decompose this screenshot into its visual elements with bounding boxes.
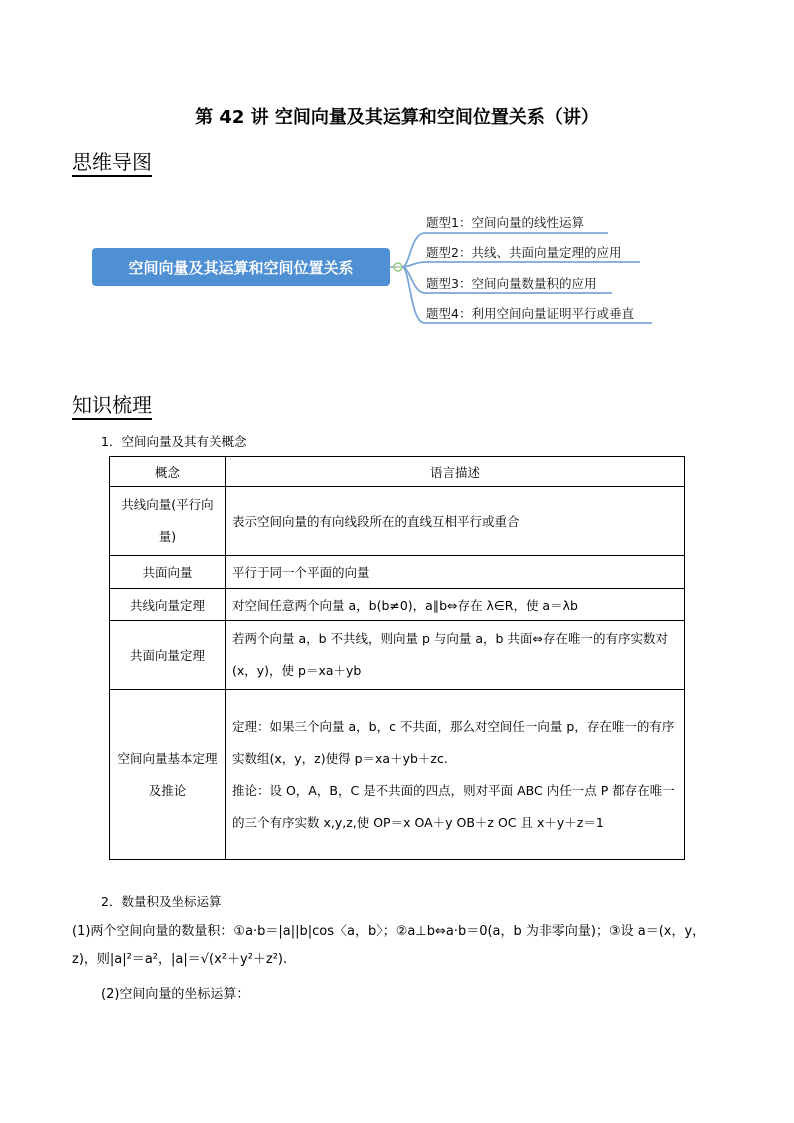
- mindmap-branch-1: 题型1：空间向量的线性运算: [426, 215, 584, 230]
- mindmap-root-label: 空间向量及其运算和空间位置关系: [128, 258, 354, 277]
- subheading-concepts: 1．空间向量及其有关概念: [101, 434, 247, 449]
- table-cell-desc: [226, 690, 685, 860]
- concept-table: [109, 456, 685, 860]
- table-cell-concept: 共线向量定理: [110, 589, 226, 621]
- table-row: [110, 690, 685, 860]
- table-header-desc: 语言描述: [226, 457, 685, 487]
- table-header-concept: 概念: [110, 457, 226, 487]
- paragraph-coordinate-ops: (2)空间向量的坐标运算：: [101, 987, 250, 1002]
- table-header-row: [110, 457, 685, 487]
- table-cell-desc: 表示空间向量的有向线段所在的直线互相平行或重合: [226, 487, 685, 556]
- page-title: 第 42 讲 空间向量及其运算和空间位置关系（讲）: [195, 107, 599, 128]
- table-row: [110, 487, 685, 556]
- table-row: [110, 621, 685, 690]
- section-heading-mindmap: 思维导图: [72, 150, 152, 177]
- table-cell-desc: 平行于同一个平面的向量: [226, 556, 685, 589]
- corollary-text: 推论：设 O，A，B，C 是不共面的四点，则对平面 ABC 内任一点 P 都存在唯一的三个有序实数 x,y,z,使 OP＝x OA＋y OB＋z OC 且 x＋y＋z＝1: [232, 782, 675, 830]
- theorem-text: 定理：如果三个向量 a，b，c 不共面，那么对空间任一向量 p，存在唯一的有序实数组(x，y，z)使得 p＝xa＋yb＋zc.: [232, 718, 675, 766]
- table-cell-concept: 共面向量定理: [110, 621, 226, 690]
- table-cell-desc: 对空间任意两个向量 a，b(b≠0)，a∥b⇔存在 λ∈R，使 a＝λb: [226, 589, 685, 621]
- section-heading-knowledge: 知识梳理: [72, 393, 152, 420]
- paragraph-dot-product: (1)两个空间向量的数量积：①a·b＝|a||b|cos〈a，b〉；②a⊥b⇔a·b＝0(a，b 为非零向量)；③设 a＝(x，y，z)，则|a|²＝a²，|a|＝√(x²＋y²＋z²).: [72, 924, 706, 967]
- table-cell-desc: 若两个向量 a，b 不共线，则向量 p 与向量 a，b 共面⇔存在唯一的有序实数对(x，y)，使 p＝xa＋yb: [226, 621, 685, 690]
- table-row: [110, 556, 685, 589]
- mindmap-branch-4: 题型4：利用空间向量证明平行或垂直: [426, 306, 634, 321]
- table-cell-concept: 共面向量: [110, 556, 226, 589]
- mindmap-root-node: [92, 248, 390, 286]
- subheading-dot-product: 2．数量积及坐标运算: [101, 894, 222, 909]
- mindmap-branch-3: 题型3：空间向量数量积的应用: [426, 276, 597, 291]
- table-row: [110, 589, 685, 621]
- table-cell-concept: 空间向量基本定理及推论: [110, 690, 226, 860]
- mindmap-branch-2: 题型2：共线、共面向量定理的应用: [426, 245, 622, 260]
- table-cell-concept: 共线向量(平行向量): [110, 487, 226, 556]
